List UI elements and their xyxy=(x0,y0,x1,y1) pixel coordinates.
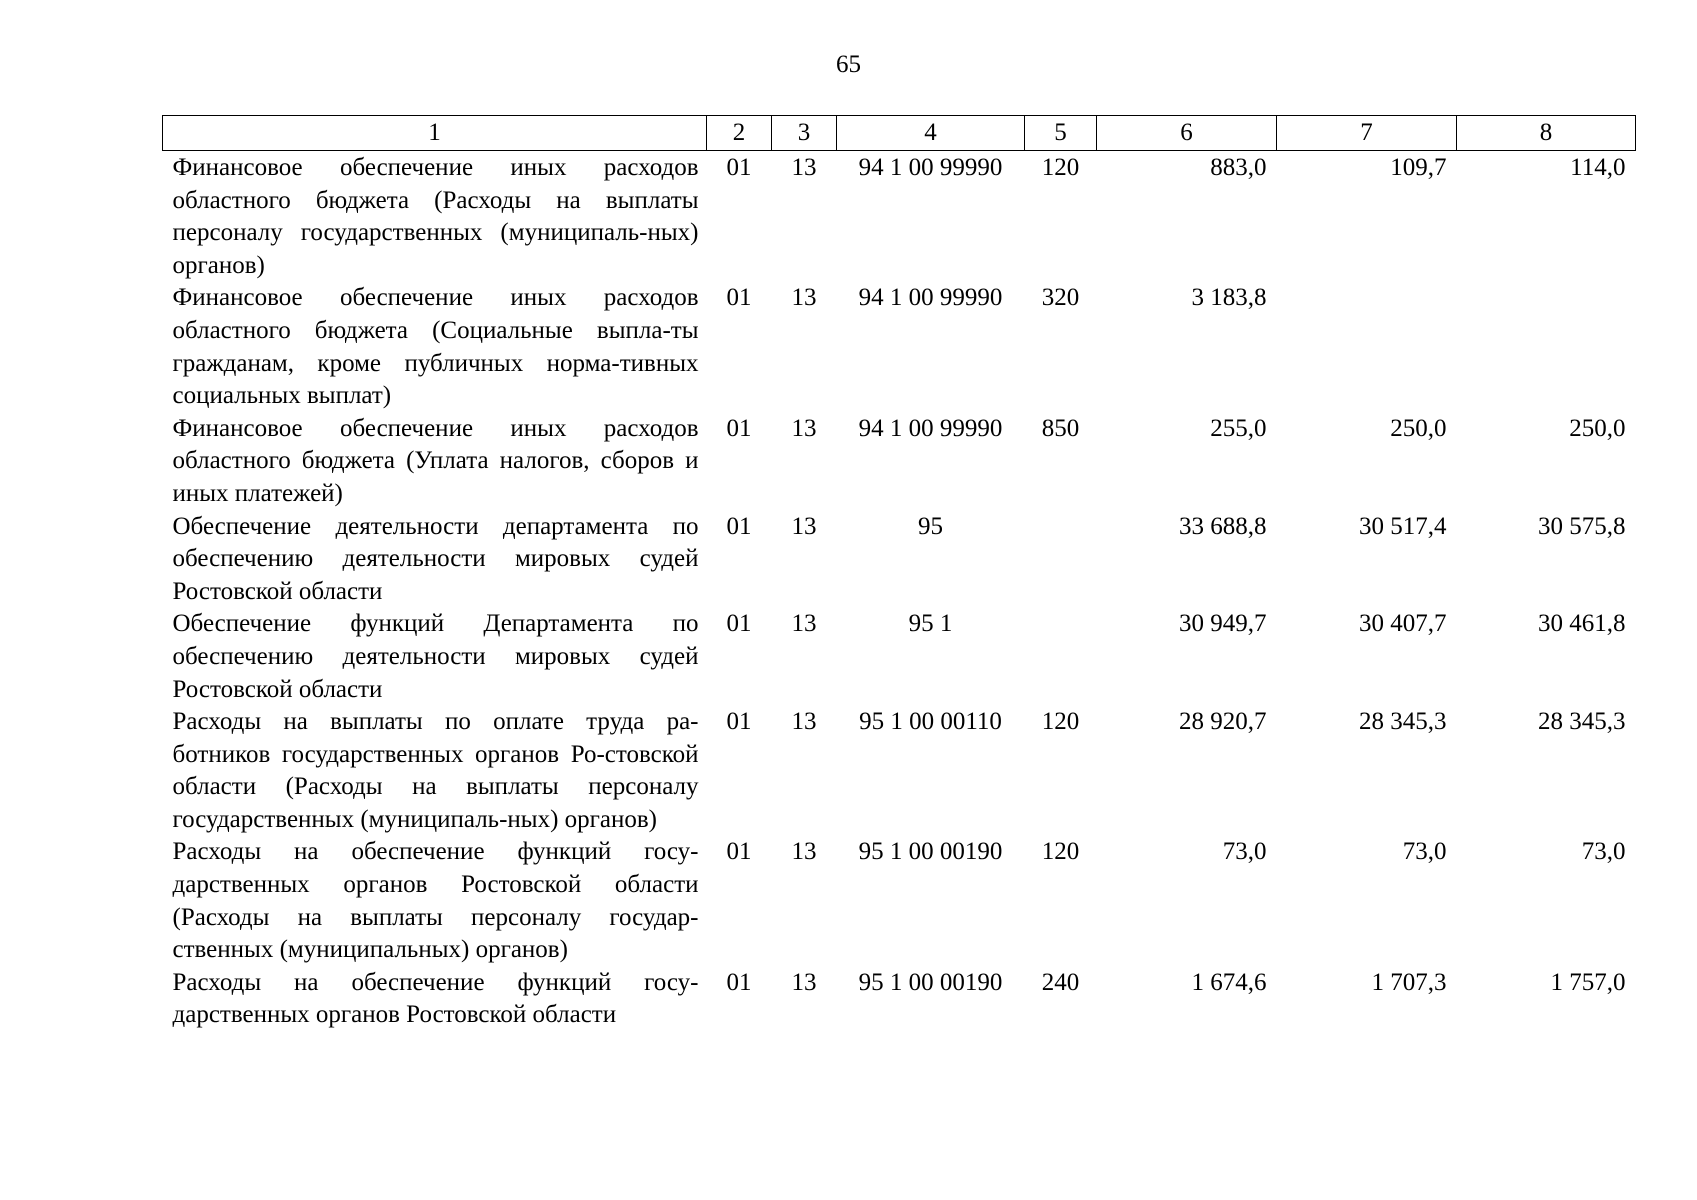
table-row xyxy=(163,836,1636,966)
subsection-code: 13 xyxy=(791,708,817,736)
subsection-code: 13 xyxy=(791,284,817,312)
amount-col6: 3 183,8 xyxy=(1191,284,1267,312)
section-code: 01 xyxy=(726,154,752,181)
section-code: 01 xyxy=(726,968,752,996)
column-header: 5 xyxy=(1025,116,1097,151)
amount-col7: 28 345,3 xyxy=(1359,708,1447,736)
subsection-code: 13 xyxy=(791,610,817,638)
amount-col7: 1 707,3 xyxy=(1371,968,1447,996)
row-description: Обеспечение деятельности департамента по обеспечению деятельности мировых судей Ростовской области xyxy=(172,512,699,605)
column-header: 2 xyxy=(707,116,772,151)
expense-type-code xyxy=(1025,608,1097,706)
row-description: Расходы на выплаты по оплате труда ра-ботников государственных органов Ро-стовской области (Расходы на выплаты персоналу государственных (муниципаль-ных) органов) xyxy=(172,708,699,833)
amount-col6: 30 949,7 xyxy=(1179,610,1267,638)
subsection-code: 13 xyxy=(791,414,817,442)
table-row xyxy=(163,967,1636,1032)
table-row xyxy=(163,413,1636,511)
page-number: 65 xyxy=(836,51,861,78)
table-row xyxy=(163,706,1636,836)
amount-col8: 114,0 xyxy=(1570,154,1626,181)
target-article-code: 95 1 00 00190 xyxy=(858,838,1003,866)
amount-col8: 250,0 xyxy=(1569,414,1626,442)
amount-col6: 73,0 xyxy=(1222,838,1267,866)
column-header: 3 xyxy=(772,116,837,151)
subsection-code: 13 xyxy=(791,968,817,996)
amount-col6: 33 688,8 xyxy=(1179,512,1267,540)
row-description: Расходы на обеспечение функций госу-дарственных органов Ростовской области xyxy=(172,968,699,1029)
amount-col6: 255,0 xyxy=(1210,414,1267,442)
table-row xyxy=(163,151,1636,283)
section-code: 01 xyxy=(726,838,752,866)
row-description: Обеспечение функций Департамента по обеспечению деятельности мировых судей Ростовской области xyxy=(172,610,699,703)
subsection-code: 13 xyxy=(791,154,817,181)
target-article-code: 95 1 00 00190 xyxy=(858,968,1003,996)
subsection-code: 13 xyxy=(791,838,817,866)
row-description: Финансовое обеспечение иных расходов областного бюджета (Расходы на выплаты персоналу государственных (муниципаль-ных) органов) xyxy=(172,154,699,279)
row-description: Финансовое обеспечение иных расходов областного бюджета (Уплата налогов, сборов и иных платежей) xyxy=(172,414,699,507)
amount-col7: 30 407,7 xyxy=(1359,610,1447,638)
budget-table xyxy=(162,115,1636,1032)
column-header: 8 xyxy=(1457,116,1636,151)
target-article-code: 95 1 xyxy=(908,610,953,638)
expense-type-code: 120 xyxy=(1041,154,1080,181)
expense-type-code: 850 xyxy=(1041,414,1080,442)
target-article-code: 94 1 00 99990 xyxy=(858,154,1003,181)
column-header: 4 xyxy=(837,116,1025,151)
amount-col8: 30 575,8 xyxy=(1538,512,1626,540)
amount-col8: 28 345,3 xyxy=(1538,708,1626,736)
expense-type-code xyxy=(1025,511,1097,609)
amount-col8: 1 757,0 xyxy=(1550,968,1626,996)
amount-col8: 73,0 xyxy=(1581,838,1626,866)
expense-type-code: 120 xyxy=(1041,708,1080,736)
amount-col6: 28 920,7 xyxy=(1179,708,1267,736)
amount-col6: 883,0 xyxy=(1210,154,1267,181)
section-code: 01 xyxy=(726,610,752,638)
amount-col6: 1 674,6 xyxy=(1191,968,1267,996)
table-row xyxy=(163,511,1636,609)
expense-type-code: 120 xyxy=(1041,838,1080,866)
amount-col7: 30 517,4 xyxy=(1359,512,1447,540)
target-article-code: 94 1 00 99990 xyxy=(858,414,1003,442)
expense-type-code: 240 xyxy=(1041,968,1080,996)
amount-col7 xyxy=(1277,282,1457,412)
amount-col8 xyxy=(1457,282,1636,412)
expense-type-code: 320 xyxy=(1041,284,1080,312)
amount-col8: 30 461,8 xyxy=(1538,610,1626,638)
section-code: 01 xyxy=(726,512,752,540)
amount-col7: 73,0 xyxy=(1402,838,1447,866)
subsection-code: 13 xyxy=(791,512,817,540)
section-code: 01 xyxy=(726,708,752,736)
amount-col7: 109,7 xyxy=(1390,154,1447,181)
column-header: 6 xyxy=(1097,116,1277,151)
section-code: 01 xyxy=(726,414,752,442)
column-header: 1 xyxy=(163,116,707,151)
row-description: Финансовое обеспечение иных расходов областного бюджета (Социальные выпла-ты гражданам, кроме публичных норма-тивных социальных выплат) xyxy=(172,284,699,410)
table-header-row xyxy=(163,116,1636,151)
table-row xyxy=(163,608,1636,706)
table-row xyxy=(163,282,1636,412)
amount-col7: 250,0 xyxy=(1390,414,1447,442)
target-article-code: 95 1 00 00110 xyxy=(859,708,1002,736)
target-article-code: 95 xyxy=(918,512,943,540)
column-header: 7 xyxy=(1277,116,1457,151)
row-description: Расходы на обеспечение функций госу-дарственных органов Ростовской области (Расходы на выплаты персоналу государ-ственных (муниципальных) органов) xyxy=(172,838,699,964)
section-code: 01 xyxy=(726,284,752,312)
target-article-code: 94 1 00 99990 xyxy=(858,284,1003,312)
